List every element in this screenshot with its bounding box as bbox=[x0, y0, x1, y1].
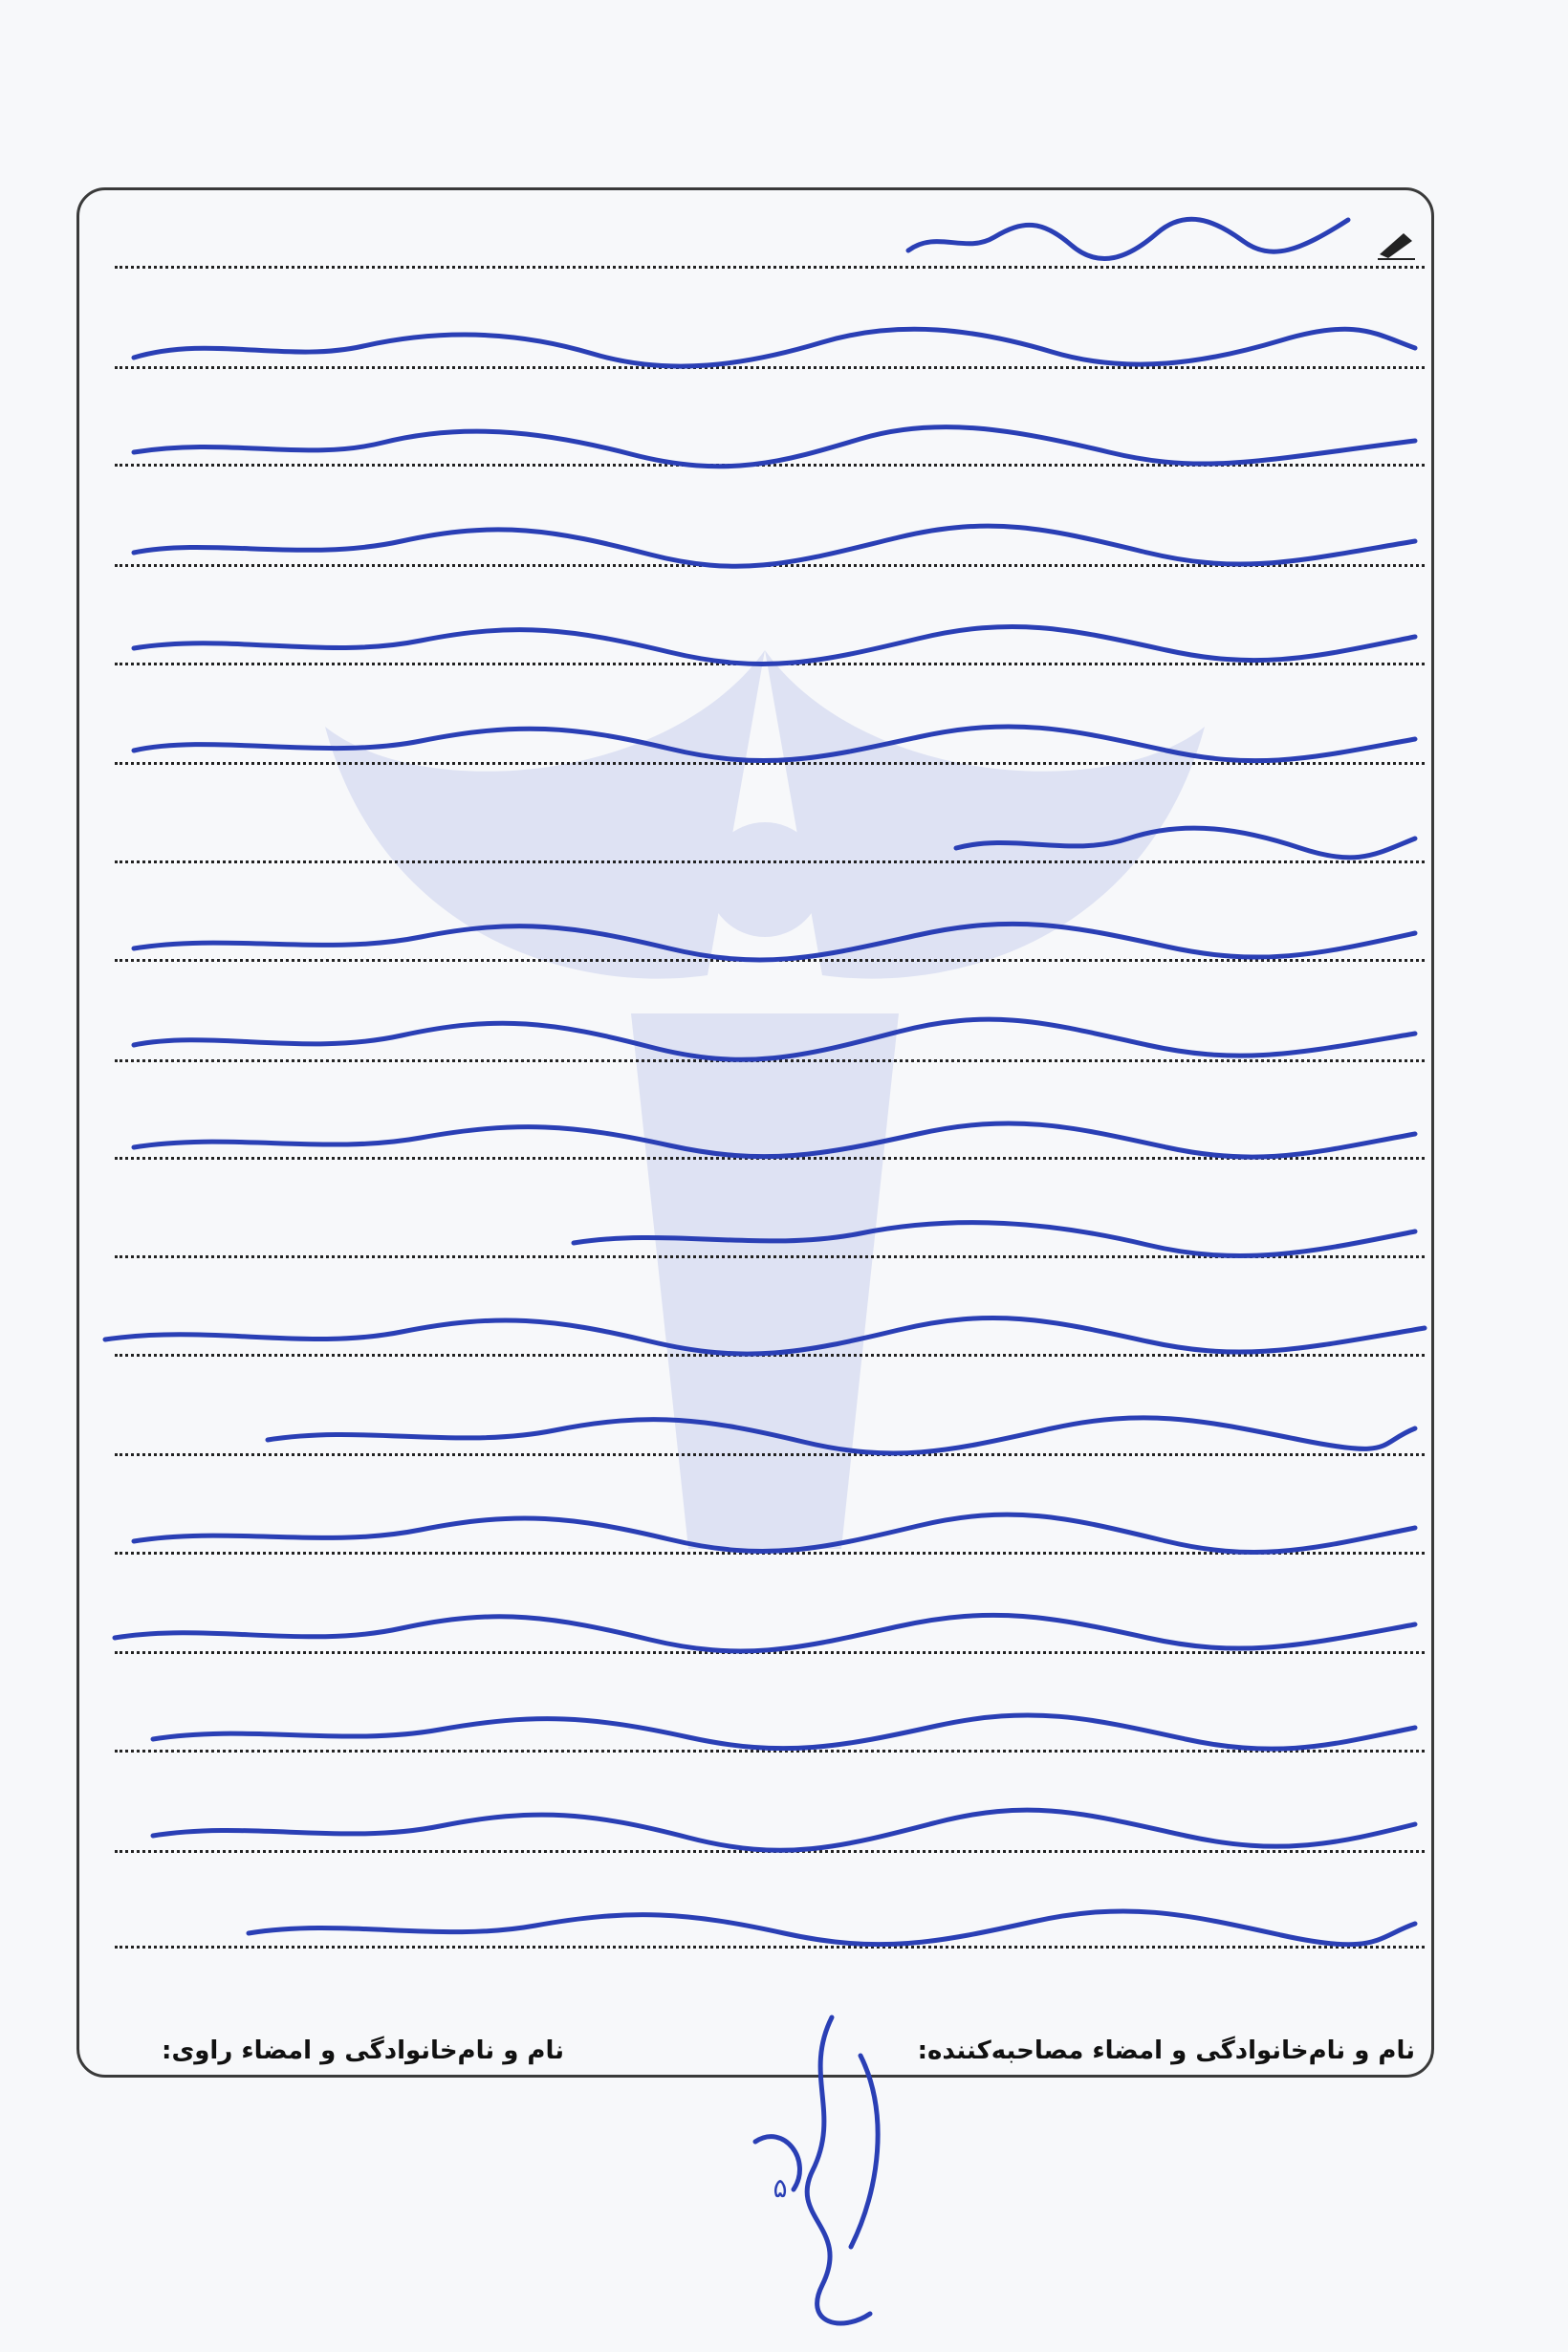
handwritten-line bbox=[96, 889, 1434, 975]
page-number: ۵ bbox=[773, 2172, 788, 2204]
handwritten-line bbox=[96, 1778, 1434, 1864]
handwritten-line bbox=[96, 791, 1434, 877]
handwritten-line bbox=[96, 988, 1434, 1074]
handwritten-line bbox=[96, 395, 1434, 481]
handwritten-line bbox=[96, 1284, 1434, 1370]
narrator-signature-label: نام و نام‌خانوادگی و امضاء راوی: bbox=[162, 2036, 564, 2065]
handwritten-line bbox=[96, 1876, 1434, 1962]
pen-icon bbox=[1377, 228, 1417, 260]
handwritten-line bbox=[96, 1383, 1434, 1469]
handwritten-line bbox=[96, 593, 1434, 679]
handwritten-line bbox=[96, 1680, 1434, 1766]
handwritten-line bbox=[96, 296, 1434, 382]
handwritten-line bbox=[96, 691, 1434, 777]
handwritten-heading bbox=[899, 191, 1358, 268]
handwritten-line bbox=[96, 1186, 1434, 1272]
handwritten-line bbox=[96, 493, 1434, 579]
interviewer-signature-label: نام و نام‌خانوادگی و امضاء مصاحبه‌کننده: bbox=[917, 2036, 1415, 2065]
handwritten-line bbox=[96, 1482, 1434, 1568]
handwritten-line bbox=[96, 1580, 1434, 1666]
signature bbox=[698, 1998, 947, 2352]
handwritten-line bbox=[96, 1088, 1434, 1174]
